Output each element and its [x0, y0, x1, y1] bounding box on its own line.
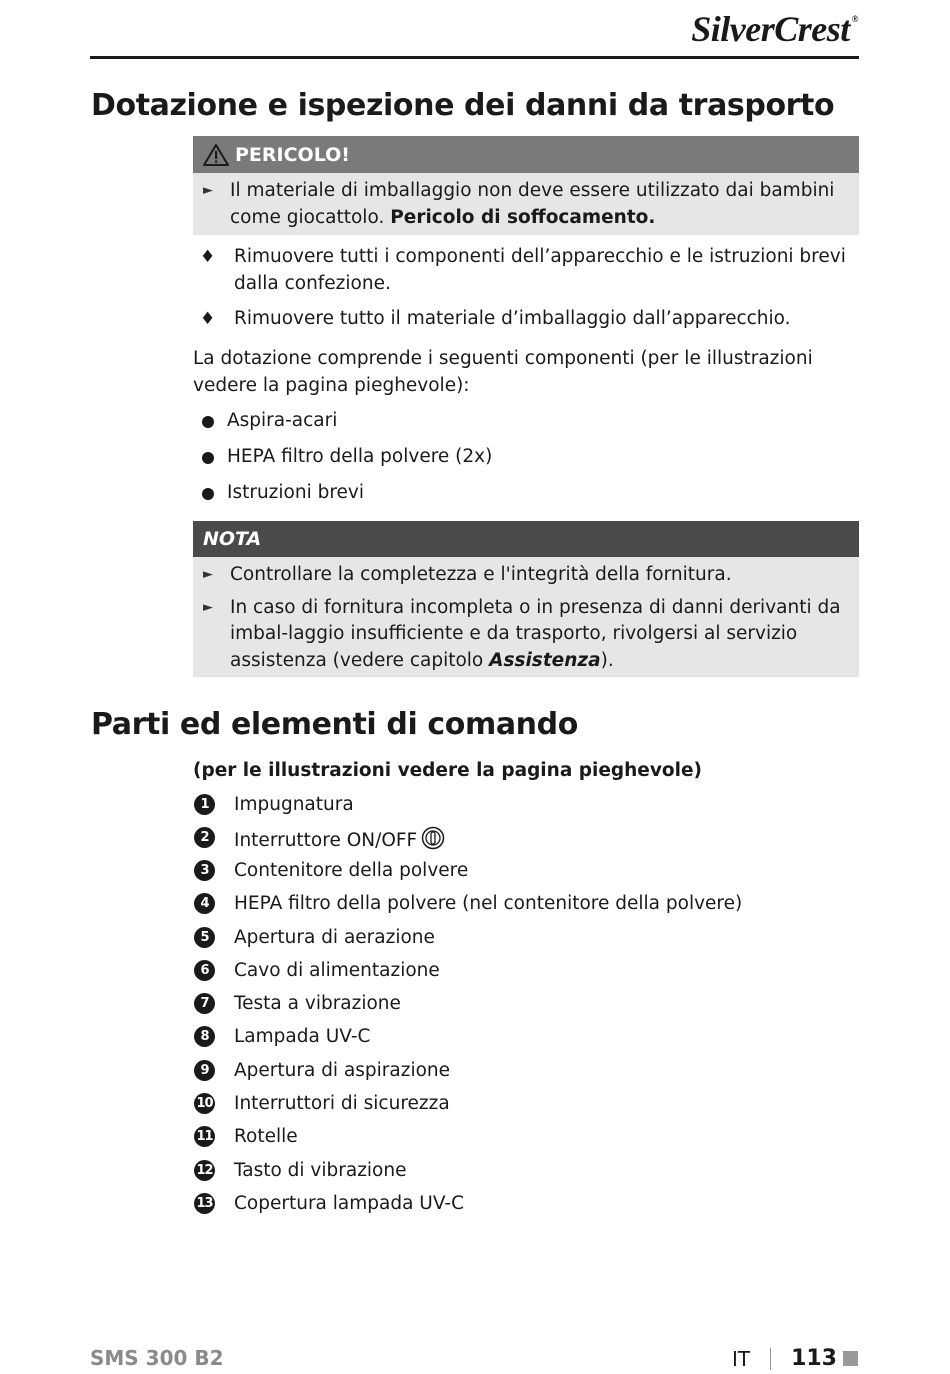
part-label: Apertura di aspirazione [234, 1060, 451, 1081]
part-number: 5 [194, 927, 215, 948]
part-item [193, 793, 354, 817]
diamond-bullet-icon: ♦ [200, 309, 216, 329]
arrow-right-icon: ► [203, 183, 213, 198]
part-label: Lampada UV-C [234, 1026, 371, 1047]
part-item [193, 926, 435, 950]
part-number: 7 [194, 993, 215, 1014]
brand-logo [691, 8, 858, 50]
parts-subtitle: (per le illustrazioni vedere la pagina pieghevole) [193, 760, 702, 781]
note-box [193, 521, 859, 677]
arrow-right-icon: ► [203, 599, 213, 615]
note-bold-ref: Assistenza [489, 649, 601, 671]
part-label: Apertura di aerazione [234, 927, 435, 948]
part-label: Copertura lampada UV-C [234, 1193, 465, 1214]
part-number: 8 [194, 1026, 215, 1047]
step-text: Rimuovere tutto il materiale d’imballaggio dall’apparecchio. [234, 308, 791, 329]
part-item [193, 959, 440, 983]
danger-bold: Pericolo di soffocamento. [390, 206, 656, 228]
note-text: Controllare la completezza e l'integrità della fornitura. [230, 564, 732, 585]
warning-triangle-icon [203, 144, 229, 166]
part-label: Interruttore ON/OFF [234, 830, 418, 851]
part-number: 4 [194, 893, 215, 914]
registered-mark: ® [851, 14, 858, 24]
footer-model: SMS 300 B2 [90, 1346, 224, 1370]
part-number: 2 [194, 827, 215, 848]
bullet-dot-icon [202, 488, 214, 500]
part-item [193, 992, 401, 1016]
danger-item [193, 178, 859, 231]
diamond-bullet-icon: ♦ [200, 247, 216, 267]
component-label: HEPA filtro della polvere (2x) [227, 446, 493, 467]
danger-header [193, 136, 859, 173]
part-label: Tasto di vibrazione [234, 1160, 407, 1181]
bullet-dot-icon [202, 416, 214, 428]
header-rule [90, 56, 859, 59]
part-label: Cavo di alimentazione [234, 960, 440, 981]
footer-page-info [732, 1346, 858, 1371]
part-label: Rotelle [234, 1126, 298, 1147]
component-item [193, 408, 337, 434]
part-item [193, 1192, 464, 1216]
part-label: Impugnatura [234, 794, 354, 815]
component-label: Aspira-acari [227, 410, 338, 431]
footer-separator [770, 1348, 771, 1370]
component-item [193, 444, 492, 470]
footer-language: IT [731, 1346, 751, 1371]
component-label: Istruzioni brevi [227, 482, 365, 503]
note-text: In caso di fornitura incompleta o in presenza di danni derivanti da imbal-laggio insufficiente e da trasporto, rivolgersi al servizio assistenza (vedere capitolo [230, 596, 841, 671]
logo-part1: Silver [691, 9, 775, 49]
part-item [193, 892, 742, 916]
part-item [193, 1025, 370, 1049]
section-title-dotazione: Dotazione e ispezione dei danni da trasporto [91, 88, 835, 123]
note-item [193, 595, 859, 675]
component-item [193, 480, 364, 506]
step-item [193, 306, 859, 333]
page-marker-square-icon [843, 1351, 858, 1366]
danger-label: PERICOLO! [235, 143, 350, 166]
danger-text: Il materiale di imballaggio non deve essere utilizzato dai bambini come giocattolo. [230, 180, 835, 228]
note-item [193, 562, 859, 589]
power-switch-icon [421, 826, 445, 850]
part-number: 9 [194, 1060, 215, 1081]
part-item [193, 1059, 450, 1083]
part-item [193, 826, 445, 853]
part-label: Contenitore della polvere [234, 860, 469, 881]
part-number: 6 [194, 960, 215, 981]
part-item [193, 1092, 450, 1116]
part-number: 10 [194, 1093, 215, 1114]
danger-box [193, 136, 859, 235]
part-number: 12 [194, 1160, 215, 1181]
note-label: NOTA [203, 528, 262, 550]
part-item [193, 859, 468, 883]
step-item [193, 244, 859, 297]
part-label: Interruttori di sicurezza [234, 1093, 450, 1114]
arrow-right-icon: ► [203, 567, 213, 582]
part-label: HEPA filtro della polvere (nel contenitore della polvere) [234, 893, 743, 914]
step-text: Rimuovere tutti i componenti dell’apparecchio e le istruzioni brevi dalla confezione. [234, 246, 846, 294]
section-title-parti: Parti ed elementi di comando [91, 707, 578, 742]
note-text-end: ). [600, 649, 614, 671]
bullet-dot-icon [202, 452, 214, 464]
part-item [193, 1125, 298, 1149]
components-intro: La dotazione comprende i seguenti componenti (per le illustrazioni vedere la pagina pieghevole): [193, 348, 813, 396]
part-number: 13 [194, 1193, 215, 1214]
page-number: 113 [791, 1346, 837, 1371]
logo-part2: Crest [774, 9, 850, 49]
part-number: 11 [194, 1126, 215, 1147]
part-number: 1 [194, 794, 215, 815]
part-number: 3 [194, 860, 215, 881]
part-label: Testa a vibrazione [234, 993, 401, 1014]
note-header [193, 521, 859, 557]
part-item [193, 1159, 406, 1183]
